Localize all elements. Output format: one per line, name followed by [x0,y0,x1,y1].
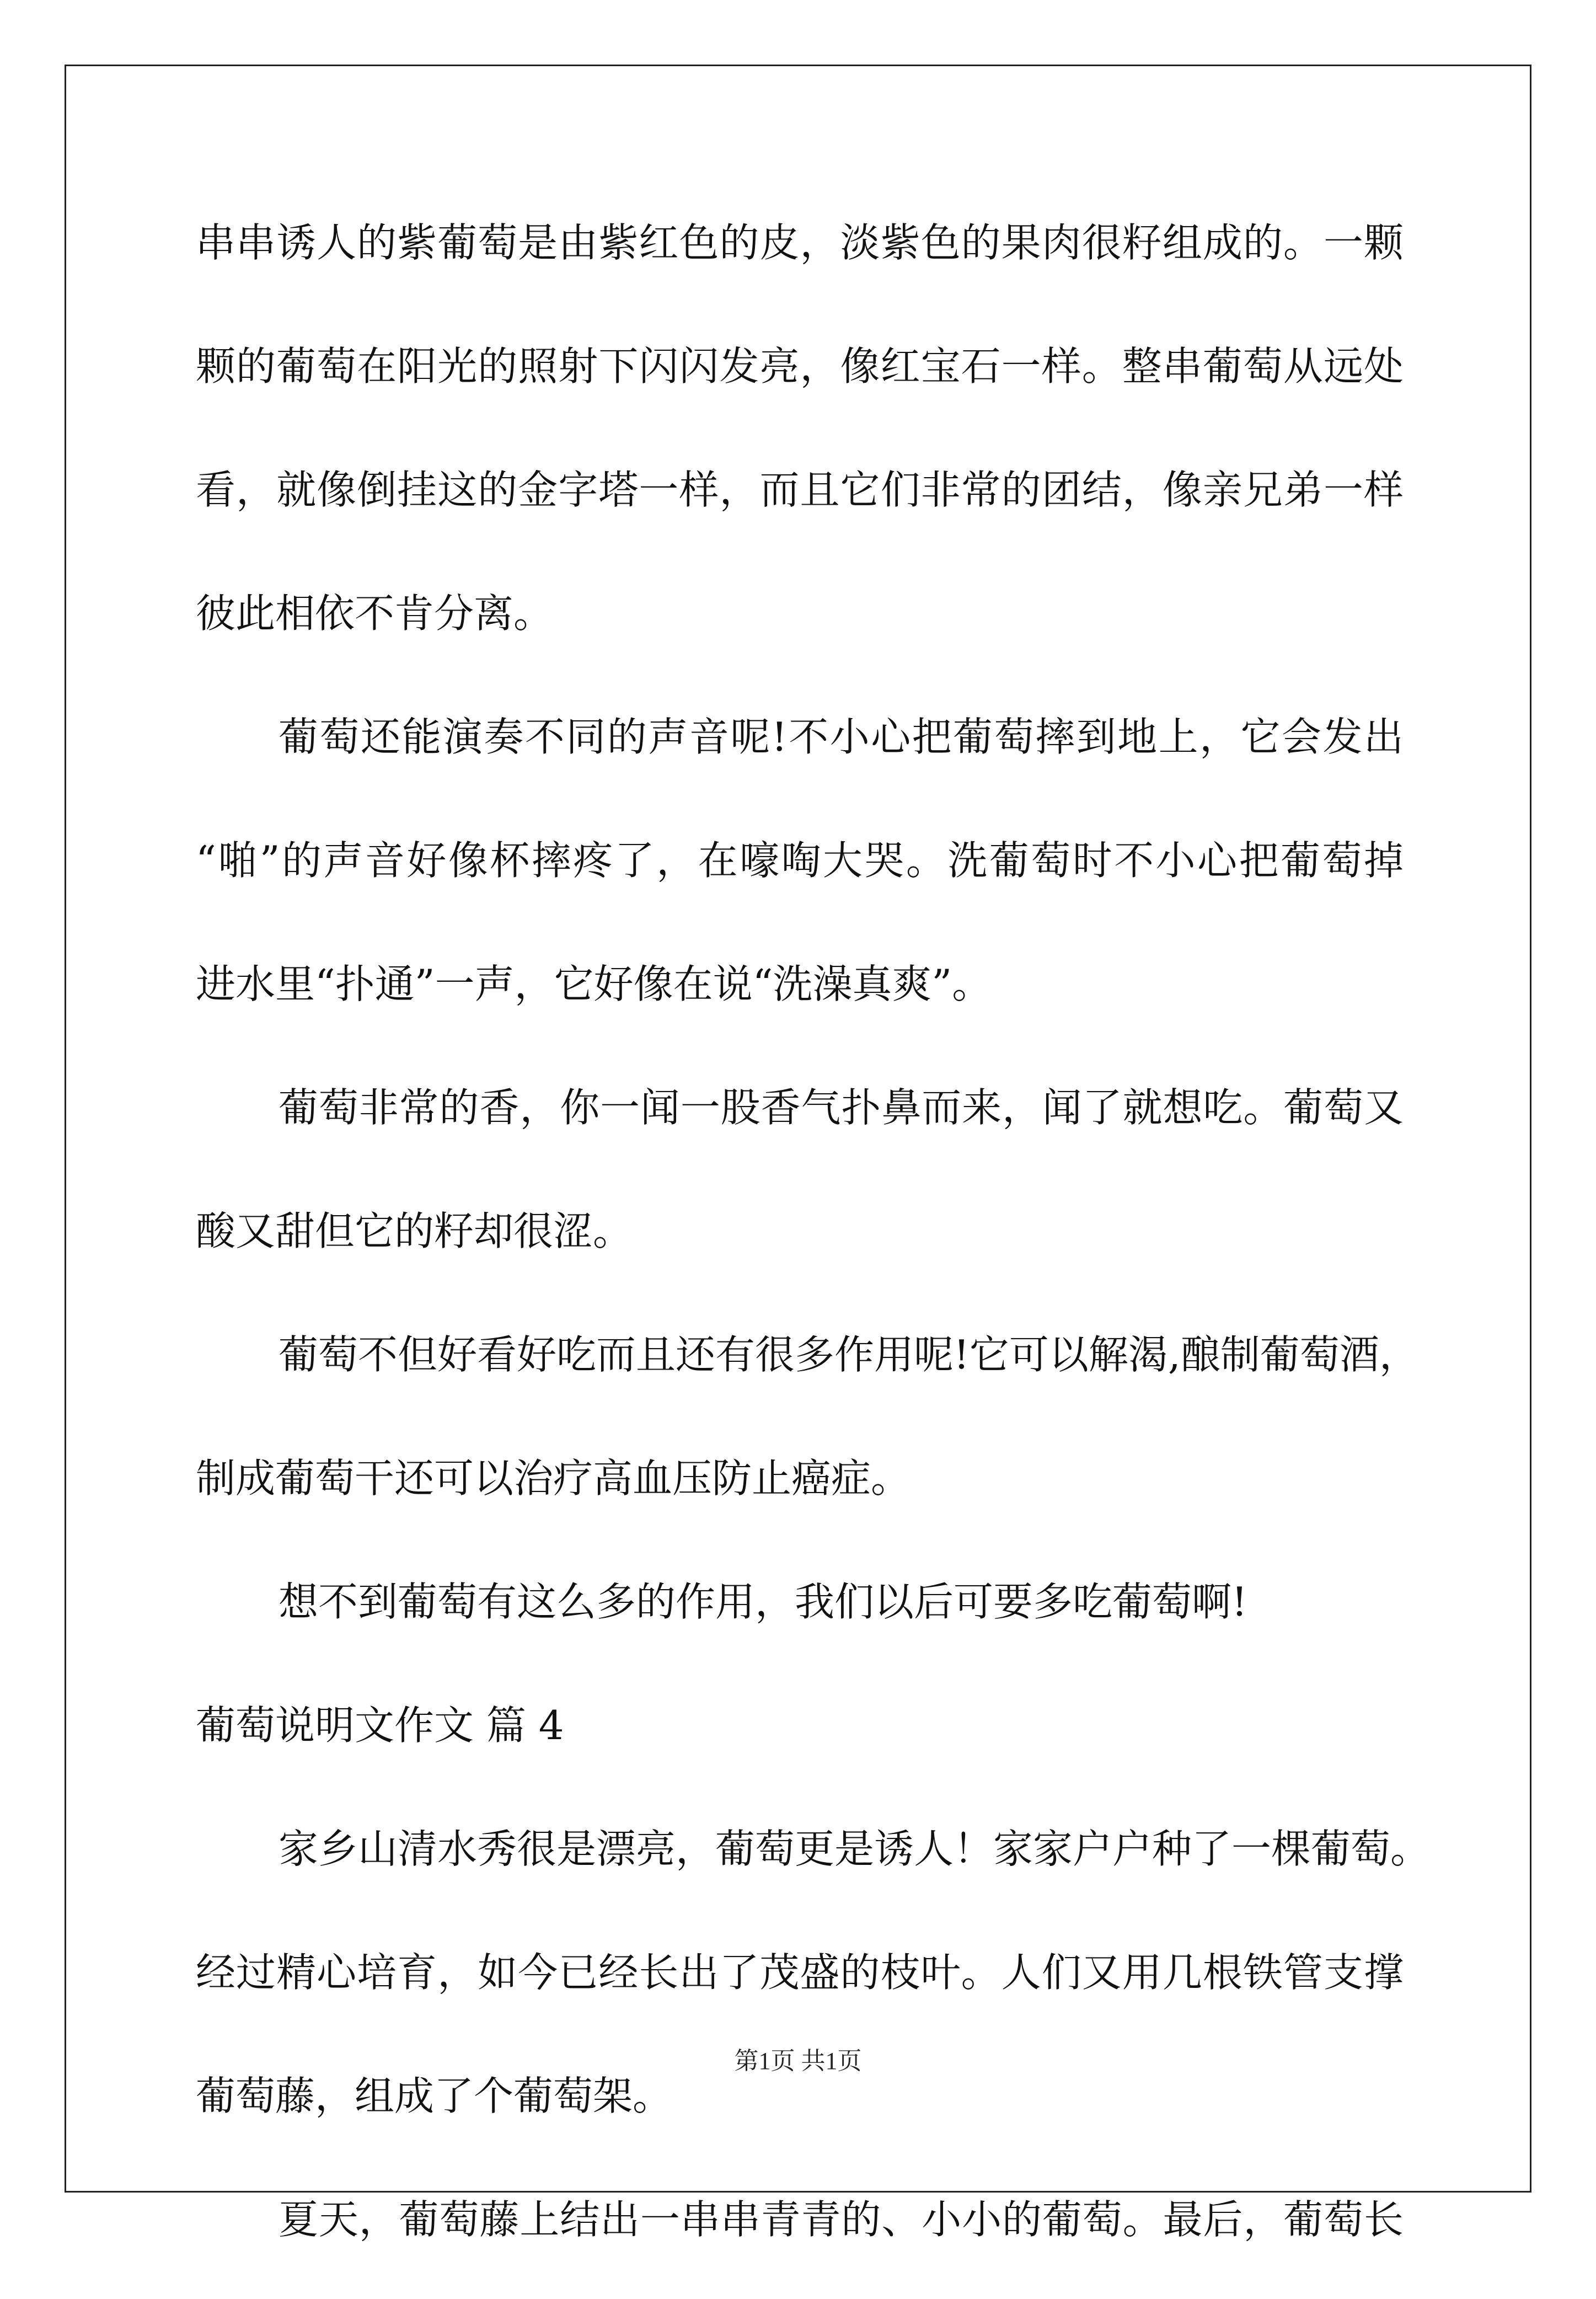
text-line: 酸又甜但它的籽却很涩。 [196,1208,633,1254]
text-line: 进水里“扑通”一声，它好像在说“洗澡真爽”。 [196,961,992,1007]
document-body [196,199,1431,2299]
text-line: 经过精心培育，如今已经长出了茂盛的枝叶。人们又用几根铁管支撑 [196,1949,1404,1996]
text-line: 颗的葡萄在阳光的照射下闪闪发亮，像红宝石一样。整串葡萄从远处 [196,343,1404,389]
paragraph-first-line: 家乡山清水秀很是漂亮，葡萄更是诱人！家家户户种了一棵葡萄。 [279,1826,1431,1872]
text-line: 制成葡萄干还可以治疗高血压防止癌症。 [196,1455,911,1501]
text-line: 串串诱人的紫葡萄是由紫红色的皮，淡紫色的果肉很籽组成的。一颗 [196,220,1404,266]
paragraph-first-line: 葡萄非常的香，你一闻一股香气扑鼻而来，闻了就想吃。葡萄又 [279,1084,1404,1131]
text-line: 彼此相依不肯分离。 [196,590,554,637]
text-line: 看，就像倒挂这的金字塔一样，而且它们非常的团结，像亲兄弟一样 [196,467,1404,513]
text-line: 葡萄藤，组成了个葡萄架。 [196,2073,673,2119]
paragraph-first-line: 葡萄还能演奏不同的声音呢!不小心把葡萄摔到地上，它会发出 [279,714,1404,760]
paragraph-first-line: 夏天，葡萄藤上结出一串串青青的、小小的葡萄。最后，葡萄长 [279,2196,1404,2243]
page-footer: 第1页 共1页 [734,2047,862,2075]
text-line: “啪”的声音好像杯摔疼了，在嚎啕大哭。洗葡萄时不小心把葡萄掉 [196,837,1404,884]
section-heading: 葡萄说明文作文 篇 4 [196,1702,564,1749]
paragraph-first-line: 想不到葡萄有这么多的作用，我们以后可要多吃葡萄啊! [279,1579,1247,1625]
paragraph-first-line: 葡萄不但好看好吃而且还有很多作用呢!它可以解渴,酿制葡萄酒， [279,1332,1419,1378]
